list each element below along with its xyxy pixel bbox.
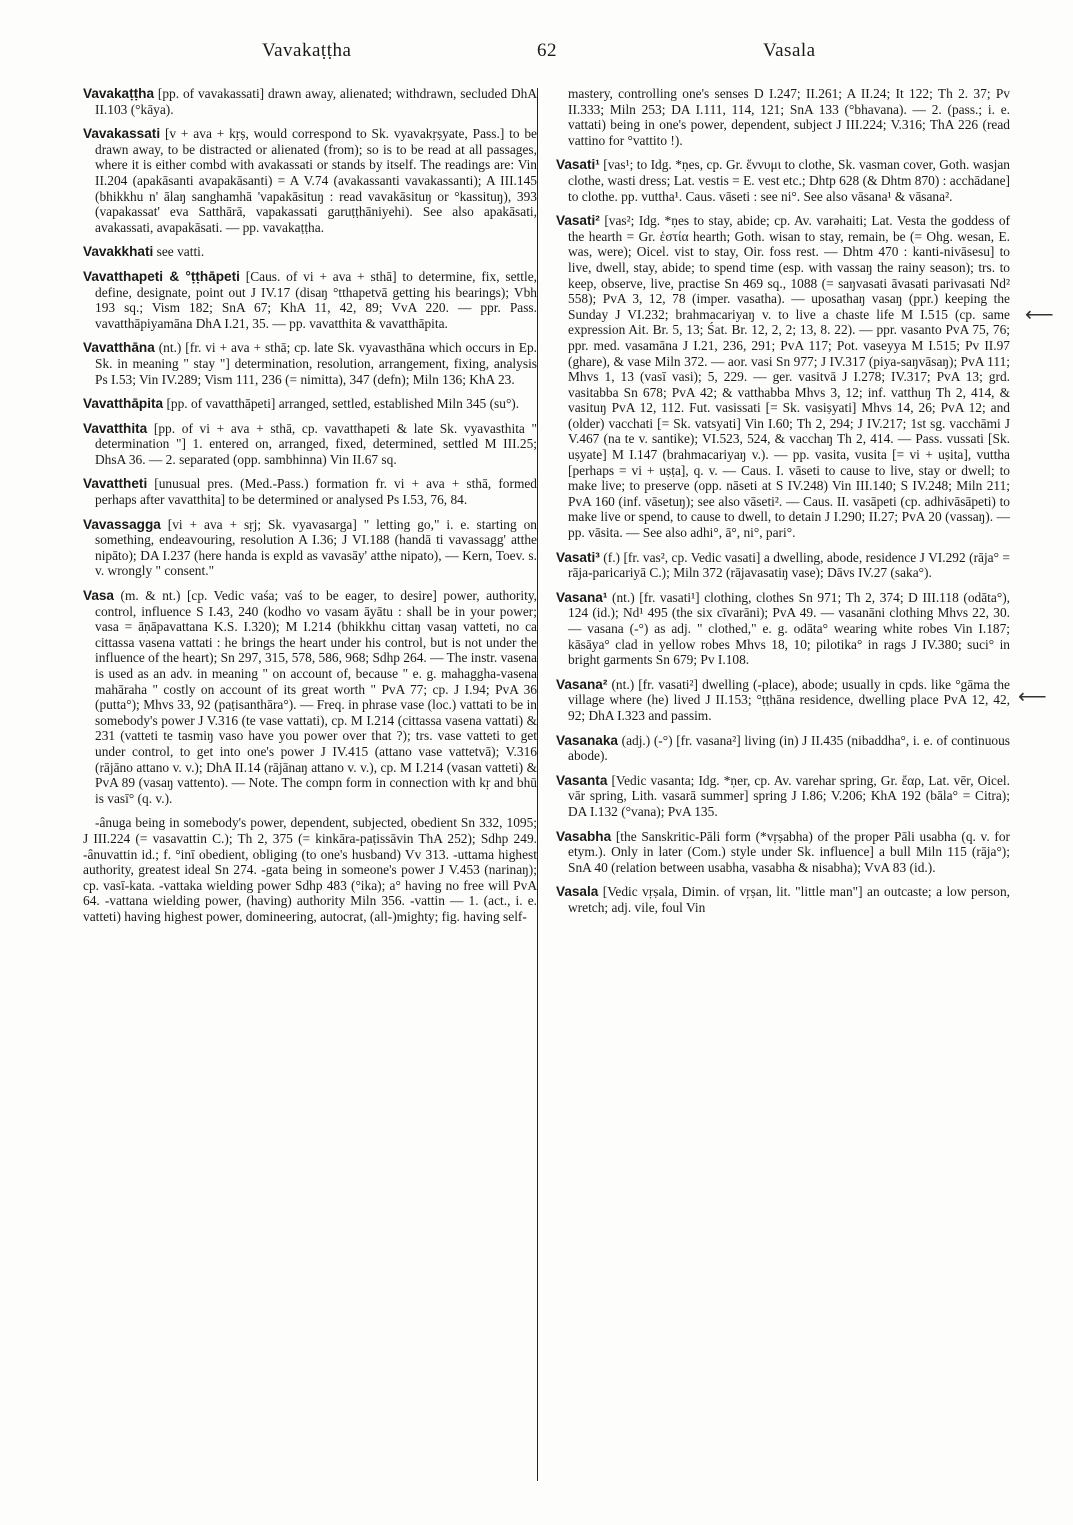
headword: Vasabha [556,828,612,844]
entry-text: (m. & nt.) [cp. Vedic vaśa; vaś to be eager, to desire] power, authority, control, influence S I.43, 240 (kodho vo vasam āyātu : shall be in your power; vasa = āṇāpavattana K.S. I.320); M I.214 (bhikkhu cittaŋ vasaŋ vatteti, no ca cittassa vasena vattati : he brings the heart under his control, but is not under the influence of the heart); Sn 297, 315, 578, 586, 968; Sdhp 264. — The instr. vasena is used as an adv. in meaning " on account of, because " e. g. mahaggha-vasena mahāraha " costly on account of its great worth " PvA 77; cp. J I.94; PvA 36 (putta°); Mhvs 33, 92 (paṭisanthāra°). — Freq. in phrase vase (loc.) vattati to be in somebody's power J V.316 (te vase vattati), cp. M I.214 (cittassa vasena vattati) & 231 (vatteti te tasmiŋ vaso have you power over that ?); trs. vase vatteti to get under control, to get into one's power J IV.415 (attano vase vattetvā); V.316 (rājāno attano v. v.); DhA II.14 (rājānaŋ attano v. v.), cp. M I.214 (vasan vatteti) & PvA 89 (vasaŋ vattento). — Note. The compn form in connection with kṛ and bhū is vasī° (q. v.). [95,588,537,806]
entry-text: [vas¹; to Idg. *ṇes, cp. Gr. ἕννυμι to clothe, Sk. vasman cover, Goth. wasjan clothe, wasti dress; Lat. vestis = E. vest etc.; Dhtp 628 (& Dhtm 870) : acchādane] to clothe. pp. vuttha¹. Caus. vāseti : see ni°. See also vāsana¹ & vāsana². [568,157,1010,204]
headword: Vasa [83,588,114,604]
entry-text: [vi + ava + sṛj; Sk. vyavasarga] " letting go," i. e. starting on something, endeavouring, resolution A I.36; J VI.188 (handā ti vavassagg' atthe nipāto); DA I.237 (here handa is expld as vavasāy' atthe nipato), — Kern, Toev. s. v. wrongly " consent." [95,516,537,579]
margin-arrow-mark: ⟵ [1018,686,1047,708]
page-number: 62 [537,40,557,61]
entry-text: see vatti. [153,244,205,260]
headword: Vasati² [556,213,600,229]
margin-arrow-mark: ⟵ [1025,304,1054,326]
dictionary-entry [83,421,537,468]
dictionary-entry [83,588,537,806]
headword: Vavatthita [83,420,148,436]
headword: Vasala [556,884,599,900]
dictionary-entry [83,126,537,235]
dictionary-entry [83,244,537,260]
dictionary-entry [83,476,537,507]
entry-text: [pp. of vavakassati] drawn away, alienated; withdrawn, secluded DhA II.103 (°kāya). [95,86,537,117]
dictionary-entry [556,829,1010,876]
entry-text: (nt.) [fr. vasati¹] clothing, clothes Sn 971; Th 2, 374; D III.118 (odāta°), 124 (id.); Nd¹ 495 (the six cīvarāni); PvA 49. — vasanāni clothing Mhvs 22, 30. — vasana (-°) as adj. " clothed," e. g. odāta° wearing white robes Vin I.187; kāsāya° clad in yellow robes Mhvs 18, 10; pilotika° in rags J IV.380; suci° in bright garments Sn 679; Pv I.108. [568,589,1010,668]
entry-text: (nt.) [fr. vasati²] dwelling (-place), abode; usually in cpds. like °gāma the village where (he) lived J II.153; °ṭṭhāna residence, dwelling place PvA 12, 42, 92; DhA I.323 and passim. [568,676,1010,723]
entry-text: [vas²; Idg. *ṇes to stay, abide; cp. Av. varəhaiti; Lat. Vesta the goddess of the hearth = Gr. ἑστία hearth; Goth. wisan to stay, remain, be (= Ohg. wesan, E. was, were); Oicel. vist to stay, Oir. foss rest. — Dhtm 470 : kanti-nivāsesu] to live, dwell, stay, abide; to spend time (esp. with vassaŋ the rainy season); trs. to keep, observe, live, practise Sn 469 sq., 1088 (= saŋvasati āvasati parivasati Nd² 558); PvA 3, 12, 78 (imper. vasatha). — uposathaŋ vasaŋ (ppr.) keeping the Sunday J VI.232; brahmacariyaŋ v. to live a chaste life M I.515 (cp. same expression Ait. Br. 5, 13; Śat. Br. 12, 2, 2; 13, 8. 22). — ppr. vasanto PvA 75, 76; ppr. med. vasamāna J I.21, 236, 291; PvA 117; Pot. vaseyya M I.515; Pv II.97 (ghare), & vase Miln 372. — aor. vasi Sn 977; J IV.317 (piya-saŋvāsaŋ); PvA 111; Mhvs 1, 13 (vasī vasi); 5, 229. — ger. vasitvā J I.278; IV.317; PvA 13; grd. vasitabba Sn 678; PvA 42; & vatthabba Mhvs 3, 12; inf. vatthuŋ Th 2, 414, & vasituŋ PvA 12, 112. Fut. vasissati [= Sk. vasiṣyati] Mhvs 14, 26; PvA 12; and (older) vacchati [= Sk. vatsyati] Vin I.60; Th 2, 294; J IV.217; 1st sg. vacchāmi J V.467 (na te v. santike); VI.523, 524, & vacchaŋ Th 2, 414. — Pass. vussati [Sk. uṣyate] M I.147 (brahmacariyaŋ v.). — pp. vasita, vusita [= vi + uṣita], vuttha [perhaps = vi + uṣṭa], q. v. — Caus. I. vāseti to cause to live, stay or dwell; to make live; to preserve (opp. nāseti at S IV.248) Vin III.140; S IV.248; Miln 211; PvA 160 (inf. vāsetuŋ); see also vāseti². — Caus. II. vasāpeti (cp. adhivāsāpeti) to make live or spend, to cause to dwell, to detain J I.290; II.27; PvA 20 (vassaŋ). — pp. vāsita. — See also adhi°, ā°, ni°, pari°. [568,213,1010,541]
entry-text: mastery, controlling one's senses D I.247; II.261; A II.24; It 122; Th 2. 37; Pv II.333; Miln 253; DA I.111, 114, 121; SnA 133 (°bhavana). — 2. (pass.; i. e. vattati) being in one's power, dependent, subject J III.224; V.316; ThA 226 (read vattino for °vattito !). [568,86,1010,148]
entry-text: [Vedic vṛṣala, Dimin. of vṛṣan, lit. "little man"] an outcaste; a low person, wretch; adj. vile, foul Vin [568,884,1010,915]
entry-text: [the Sanskritic-Pāli form (*vṛṣabha) of the proper Pāli usabha (q. v. for etym.). Only in later (Com.) style under Sk. influence] a bull Miln 115 (rāja°); SnA 40 (relation between usabha, vasabha & nisabha); VvA 83 (id.). [568,828,1010,875]
entry-text: [Vedic vasanta; Idg. *ṇer, cp. Av. varehar spring, Gr. ἔαρ, Lat. vēr, Oicel. vār spring, Lith. vasarā summer] spring J I.86; V.206; KhA 192 (bāla° = Citra); DA I.132 (°vana); PvA 135. [568,772,1010,819]
entry-text: [v + ava + kṛṣ, would correspond to Sk. vyavakṛṣyate, Pass.] to be drawn away, to be distracted or alienated (from); so is to be read at all passages, where it is either combd with avakassati or stands by itself. The readings are: Vin II.204 (apakāsanti avapakāsanti) = A V.74 (avakassanti vavakassanti); A III.145 (bhikkhu n' ālaŋ sanghamhā 'vapakāsituŋ : read vavakāsituŋ or °kassituŋ), 393 (vapakassat' eva Satthārā, vapakassati garuṭṭhāniyehi). See also apakāsati, avakassati, avapakāsati. — pp. vavakaṭṭha. [95,126,537,235]
dictionary-entry [556,590,1010,668]
dictionary-entry [556,884,1010,915]
entry-text: -ânuga being in somebody's power, dependent, subjected, obedient Sn 332, 1095; J III.224 (= vasavattin C.); Th 2, 375 (= kinkāra-paṭissāvin ThA 252); Sdhp 249. -ânuvattin id.; f. °inī obedient, obliging (to one's husband) Vv 313. -uttama highest authority, greatest ideal Sn 274. -gata being in someone's power J V.453 (narinaŋ); cp. vasī-kata. -vattaka wielding power Sdhp 483 (°ika); a° having no free will PvA 64. -vattana wielding power, (having) authority Miln 356. -vattin — 1. (act., i. e. vatteti) having highest power, domineering, autocrat, (all-)mighty; fig. having self- [83,815,537,924]
column-divider [537,88,538,1481]
headword: Vavakaṭṭha [83,86,155,101]
headword: Vavassagga [83,516,161,532]
entry-text: [unusual pres. (Med.-Pass.) formation fr. vi + ava + sthā, formed perhaps after vavatthita] to be determined or analysed Ps I.53, 76, 84. [95,476,537,508]
entry-text: [Caus. of vi + ava + sthā] to determine, fix, settle, define, designate, point out J IV.17 (disaŋ °tthapetvā getting his bearings); Vbh 193 sq.; Vism 182; SnA 67; KhA 11, 42, 89; VvA 220. — ppr. Pass. vavatthāpiyamāna DhA I.21, 35. — pp. vavatthita & vavatthāpita. [95,268,537,331]
entry-text: [pp. of vi + ava + sthā, cp. vavatthapeti & late Sk. vyavasthita " determination "] 1. entered on, arranged, fixed, determined, settled M III.25; DhsA 36. — 2. separated (opp. sambhinna) Vin II.67 sq. [95,420,537,467]
headword: Vasanaka [556,732,618,748]
header-left-guide-word: Vavakaṭṭha [262,40,352,61]
entry-text: [pp. of vavatthāpeti] arranged, settled, established Miln 345 (su°). [163,396,520,412]
dictionary-entry [83,86,537,117]
dictionary-entry [83,340,537,387]
headword: Vavatthapeti & °ṭṭhāpeti [83,268,240,284]
dictionary-entry [83,517,537,579]
dictionary-entry [556,677,1010,724]
headword: Vasanta [556,772,608,788]
entry-text: (f.) [fr. vas², cp. Vedic vasati] a dwelling, abode, residence J VI.292 (rāja° = rāja-paricariyā C.); Miln 372 (rājavasatiŋ vase); Dāvs IV.27 (saka°). [568,549,1010,581]
dictionary-entry [83,396,537,412]
dictionary-entry [556,157,1010,204]
entry-text: (adj.) (-°) [fr. vasana²] living (in) J II.435 (nibaddha°, i. e. of continuous abode). [568,732,1010,764]
dictionary-entry [556,733,1010,764]
dictionary-entry [83,269,537,331]
headword: Vasati¹ [556,157,600,173]
right-column [556,86,1010,925]
headword: Vavatthāna [83,340,155,356]
headword: Vasana² [556,676,608,692]
headword: Vavatthāpita [83,396,164,412]
left-column [83,86,537,934]
entry-continuation [556,86,1010,148]
headword: Vavattheti [83,476,148,492]
headword: Vasati³ [556,549,600,565]
dictionary-entry [556,550,1010,581]
sub-entry [83,815,537,924]
dictionary-entry [556,773,1010,820]
headword: Vavakkhati [83,244,154,260]
headword: Vavakassati [83,126,161,142]
header-right-guide-word: Vasala [763,40,816,61]
entry-text: (nt.) [fr. vi + ava + sthā; cp. late Sk. vyavasthāna which occurs in Ep. Sk. in meaning " stay "] determination, resolution, arrangement, fixing, analysis Ps I.53; Vin IV.289; Vism 111, 236 (= nimitta), 347 (defn); Miln 136; KhA 23. [95,340,537,387]
running-head [82,40,992,70]
dictionary-entry [556,213,1010,540]
headword: Vasana¹ [556,589,608,605]
